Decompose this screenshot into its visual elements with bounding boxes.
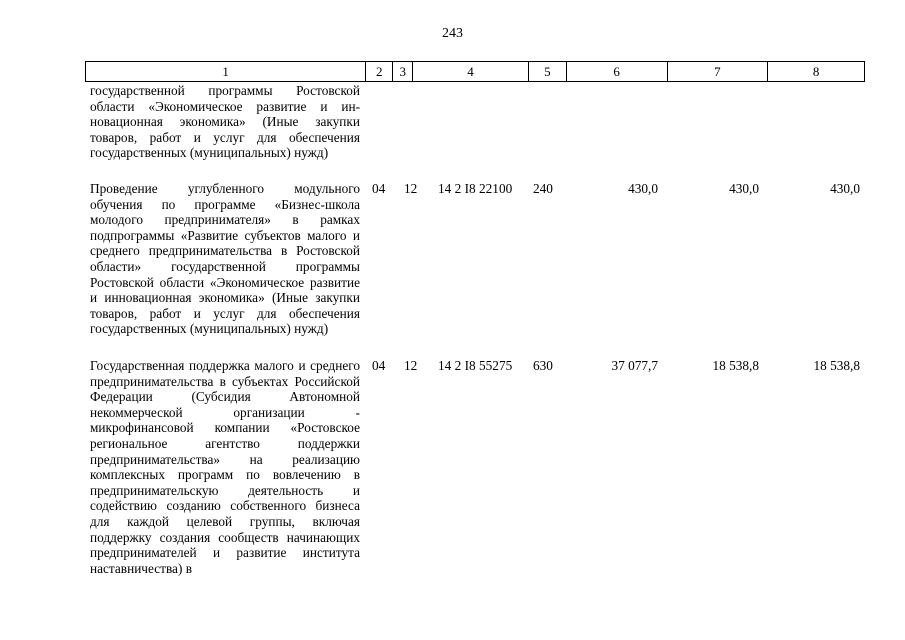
column-header-5: 5 bbox=[529, 62, 567, 81]
column-header-8: 8 bbox=[812, 64, 820, 79]
column-header-3: 3 bbox=[393, 62, 413, 81]
column-header-1: 1 bbox=[86, 62, 366, 81]
row-cell-expense-type: 240 bbox=[533, 181, 553, 196]
row-cell-amount-2: 18 538,8 bbox=[712, 358, 759, 373]
row-cell-amount-2: 430,0 bbox=[729, 181, 759, 196]
column-header-2: 2 bbox=[366, 62, 393, 81]
table-header-row bbox=[85, 61, 865, 82]
row-cell-amount-3: 430,0 bbox=[830, 181, 860, 196]
row-description: Проведение углубленного модульного обучения по программе «Бизнес-школа молодого предпринимателя» в рамках подпрограммы «Развитие субъектов малого и среднего предпринимательства в Ростовской области» государственной программы Ростовской области «Экономическое развитие и инновационная экономика» (Иные закупки товаров, работ и услуг для обеспечения государственных (муниципальных) нужд) bbox=[90, 181, 360, 337]
column-header-4: 4 bbox=[413, 62, 529, 81]
row-cell-target-article: 14 2 I8 55275 bbox=[438, 358, 513, 373]
row-cell-amount-1: 430,0 bbox=[628, 181, 658, 196]
row-cell-subsection: 12 bbox=[404, 358, 418, 373]
page-number: 243 bbox=[442, 26, 463, 41]
row-cell-expense-type: 630 bbox=[533, 358, 553, 373]
row-description: государственной программы Ростовской области «Экономическое развитие и инновационная экономика» (Иные закупки товаров, работ и услуг для обеспечения государственных (муниципальных) нужд) bbox=[90, 83, 360, 161]
row-description: Государственная поддержка малого и среднего предпринимательства в субъектах Российской Федерации (Субсидия Автономной некоммерческой организации - микрофинансовой компании «Ростовское региональное агентство поддержки предпринимательства» на реализацию комплексных программ по вовлечению в предпринимательскую деятельность и содействию созданию собственного бизнеса для каждой целевой группы, включая поддержку создания сообществ начинающих предпринимателей и развитие института наставничества) в bbox=[90, 358, 360, 576]
column-header-7: 7 bbox=[668, 62, 769, 81]
row-cell-amount-1: 37 077,7 bbox=[611, 358, 658, 373]
column-header-6: 6 bbox=[567, 62, 668, 81]
row-cell-subsection: 12 bbox=[404, 181, 418, 196]
row-cell-amount-3: 18 538,8 bbox=[813, 358, 860, 373]
row-cell-target-article: 14 2 I8 22100 bbox=[438, 181, 513, 196]
row-cell-section: 04 bbox=[372, 181, 386, 196]
row-cell-section: 04 bbox=[372, 358, 386, 373]
